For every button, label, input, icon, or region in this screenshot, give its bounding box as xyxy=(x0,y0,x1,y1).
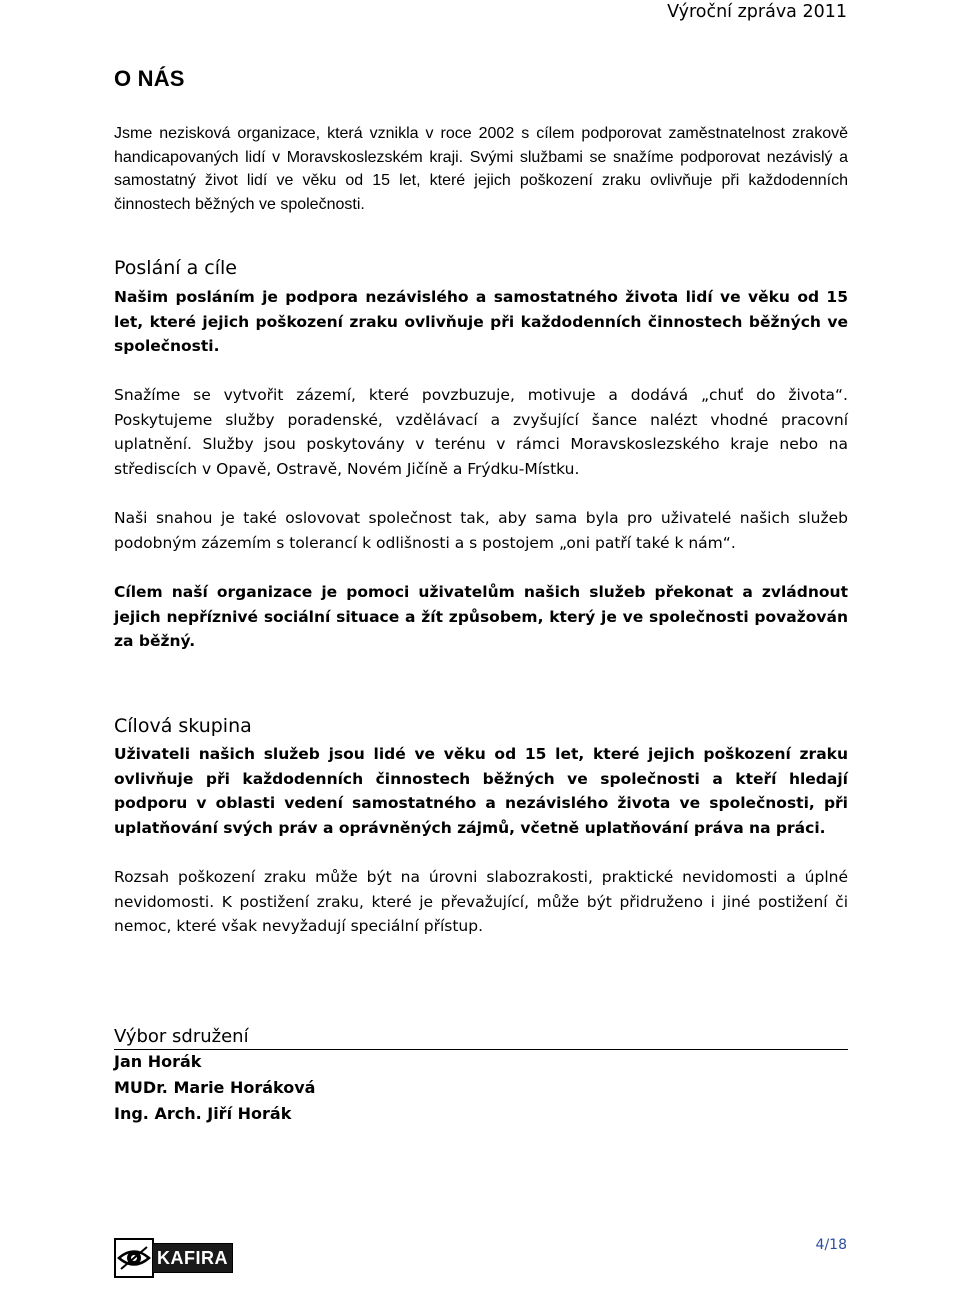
committee-member: MUDr. Marie Horáková xyxy=(114,1078,316,1097)
target-group-paragraph: Rozsah poškození zraku může být na úrovni slabozrakosti, praktické nevidomosti a úplné nevidomosti. K postižení zraku, které je převažující, může být přidruženo i jiné postižení či nemoc, které však nevyžadují speciální přístup. xyxy=(114,868,848,935)
logo-wordmark: KAFIRA xyxy=(152,1243,233,1273)
committee-heading: Výbor sdružení xyxy=(114,1026,848,1050)
page-title: O NÁS xyxy=(114,66,185,91)
mission-paragraph-2: Naši snahou je také oslovovat společnost tak, aby sama byla pro uživatelé našich služeb podobným zázemím s tolerancí k odlišnosti a s postojem „oni patří také k nám“. xyxy=(114,509,848,552)
page-number: 4/18 xyxy=(815,1237,847,1253)
committee-member: Jan Horák xyxy=(114,1052,202,1071)
kafira-logo xyxy=(114,1236,238,1280)
eye-icon xyxy=(114,1238,154,1278)
committee-member: Ing. Arch. Jiří Horák xyxy=(114,1104,292,1123)
running-header: Výroční zpráva 2011 xyxy=(667,2,847,22)
mission-paragraph-1: Snažíme se vytvořit zázemí, které povzbuzuje, motivuje a dodává „chuť do života“. Poskytujeme služby poradenské, vzdělávací a zvyšující šance nalézt vhodné pracovní uplatnění. Služby jsou poskytovány v terénu v rámci Moravskoslezského kraje nebo na střediscích v Opavě, Ostravě, Novém Jičíně a Frýdku-Místku. xyxy=(114,386,848,478)
target-group-statement: Uživateli našich služeb jsou lidé ve věku od 15 let, které jejich poškození zraku ovlivňuje při každodenních činnostech běžných ve společnosti a kteří hledají podporu v oblasti vedení samostatného a nezávislého života ve společnosti, při uplatňování svých práv a oprávněných zájmů, včetně uplatňování práva na práci. xyxy=(114,745,848,837)
mission-goal: Cílem naší organizace je pomoci uživatelům našich služeb překonat a zvládnout jejich nepříznivé sociální situace a žít způsobem, který je ve společnosti považován za běžný. xyxy=(114,583,848,650)
target-group-heading: Cílová skupina xyxy=(114,715,252,737)
mission-heading: Poslání a cíle xyxy=(114,257,237,279)
mission-statement: Našim posláním je podpora nezávislého a samostatného života lidí ve věku od 15 let, které jejich poškození zraku ovlivňuje při každodenních činnostech běžných ve společnosti. xyxy=(114,288,848,355)
intro-paragraph: Jsme nezisková organizace, která vznikla v roce 2002 s cílem podporovat zaměstnatelnost zrakově handicapovaných lidí v Moravskoslezském kraji. Svými službami se snažíme podporovat nezávislý a samostatný život lidí ve věku od 15 let, které jejich poškození zraku ovlivňuje při každodenních činnostech běžných ve společnosti. xyxy=(114,125,848,213)
